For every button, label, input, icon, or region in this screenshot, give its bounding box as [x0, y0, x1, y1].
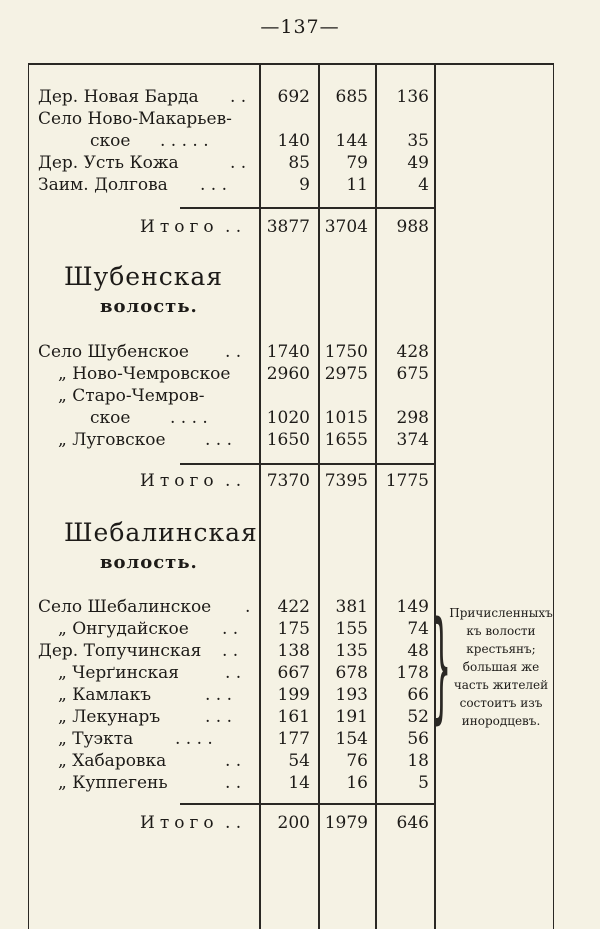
value-col-1: 175: [277, 619, 310, 639]
total-col-2: 7395: [324, 471, 368, 491]
table-top-rule: [28, 63, 554, 65]
value-col-2: 685: [335, 87, 368, 107]
value-col-3: 149: [396, 597, 429, 617]
value-col-1: 161: [277, 707, 310, 727]
note-line: инородцевъ.: [461, 714, 541, 728]
value-col-2: 1655: [324, 430, 368, 450]
value-col-1: 667: [277, 663, 310, 683]
value-col-2: 191: [335, 707, 368, 727]
leader-dots: . . .: [205, 707, 233, 727]
village-name: „ Луговское: [58, 430, 166, 450]
table-row: [0, 750, 600, 772]
table-row: [0, 429, 600, 451]
leader-dots: .: [245, 597, 251, 617]
value-col-2: 154: [335, 729, 368, 749]
value-col-1: 140: [277, 131, 310, 151]
total-col-3: 1775: [385, 471, 429, 491]
separator-2: [180, 463, 436, 465]
table-row: [0, 363, 600, 385]
value-col-2: 193: [335, 685, 368, 705]
page-number: —137—: [260, 16, 340, 38]
village-name: „ Старо-Чемров-: [58, 386, 205, 406]
section-subheading: волость.: [100, 296, 198, 317]
value-col-1: 2960: [266, 364, 310, 384]
value-col-2: 135: [335, 641, 368, 661]
value-col-1: 692: [277, 87, 310, 107]
value-col-3: 52: [407, 707, 429, 727]
leader-dots: . .: [222, 641, 239, 661]
note-line: крестьянъ;: [466, 642, 536, 656]
village-name: „ Куппегень: [58, 773, 168, 793]
section-heading: Шебалинская: [64, 518, 258, 547]
table-row: [0, 152, 600, 174]
table-row: [0, 108, 600, 130]
value-col-3: 428: [396, 342, 429, 362]
total-col-1: 200: [277, 813, 310, 833]
village-name: Село Ново-Макарьев-: [38, 109, 232, 129]
village-name: „ Черґинская: [58, 663, 179, 683]
leader-dots: . .: [230, 153, 247, 173]
leader-dots: . .: [225, 663, 242, 683]
value-col-2: 381: [335, 597, 368, 617]
leader-dots: . .: [225, 471, 242, 491]
leader-dots: . . .: [200, 175, 228, 195]
value-col-3: 56: [407, 729, 429, 749]
value-col-1: 14: [288, 773, 310, 793]
value-col-3: 298: [396, 408, 429, 428]
note-line: большая же: [462, 660, 540, 674]
section-heading: Шубенская: [64, 262, 224, 291]
value-col-3: 136: [396, 87, 429, 107]
value-col-3: 74: [407, 619, 429, 639]
value-col-2: 144: [335, 131, 368, 151]
table-row: [0, 772, 600, 794]
village-name: Село Шебалинское: [38, 597, 212, 617]
village-name: „ Туэкта: [58, 729, 134, 749]
note-line: часть жителей: [453, 678, 549, 692]
total-label: Итого: [140, 471, 219, 491]
leader-dots: . .: [225, 751, 242, 771]
value-col-3: 18: [407, 751, 429, 771]
value-col-1: 54: [288, 751, 310, 771]
total-col-1: 3877: [266, 217, 310, 237]
value-col-2: 16: [346, 773, 368, 793]
total-col-1: 7370: [266, 471, 310, 491]
value-col-2: 155: [335, 619, 368, 639]
value-col-3: 66: [407, 685, 429, 705]
value-col-1: 9: [299, 175, 310, 195]
section-subheading: волость.: [100, 552, 198, 573]
value-col-2: 1015: [324, 408, 368, 428]
value-col-3: 5: [418, 773, 429, 793]
side-note: [446, 604, 556, 730]
total-col-3: 988: [396, 217, 429, 237]
total-label: Итого: [140, 217, 219, 237]
leader-dots: . . . . .: [160, 131, 209, 151]
separator-1: [180, 207, 436, 209]
table-row: [0, 728, 600, 750]
value-col-2: 79: [346, 153, 368, 173]
village-name: Дер. Усть Кожа: [38, 153, 179, 173]
value-col-2: 11: [346, 175, 368, 195]
value-col-1: 199: [277, 685, 310, 705]
value-col-1: 138: [277, 641, 310, 661]
village-name: Заим. Долгова: [38, 175, 168, 195]
value-col-3: 48: [407, 641, 429, 661]
value-col-2: 76: [346, 751, 368, 771]
value-col-2: 678: [335, 663, 368, 683]
leader-dots: . .: [225, 342, 242, 362]
curly-brace-icon: }: [432, 597, 452, 736]
leader-dots: . .: [230, 87, 247, 107]
village-name: Дер. Топучинская: [38, 641, 202, 661]
value-col-1: 1020: [266, 408, 310, 428]
village-name: „ Онгудайское: [58, 619, 189, 639]
value-col-2: 2975: [324, 364, 368, 384]
table-row: [0, 385, 600, 407]
table-row: [0, 174, 600, 196]
value-col-3: 178: [396, 663, 429, 683]
table-row: [0, 407, 600, 429]
leader-dots: . . .: [205, 685, 233, 705]
note-line: состоитъ изъ: [459, 696, 543, 710]
total-col-2: 1979: [324, 813, 368, 833]
total-row: [0, 216, 600, 238]
table-row: [0, 341, 600, 363]
value-col-1: 1650: [266, 430, 310, 450]
village-name: „ Ново-Чемровское: [58, 364, 231, 384]
village-name: ское: [90, 131, 131, 151]
leader-dots: . . .: [205, 430, 233, 450]
value-col-2: 1750: [324, 342, 368, 362]
village-name: ское: [90, 408, 131, 428]
value-col-1: 177: [277, 729, 310, 749]
leader-dots: . . . .: [170, 408, 208, 428]
village-name: „ Лекунаръ: [58, 707, 161, 727]
note-line: Причисленныхъ: [449, 606, 553, 620]
leader-dots: . .: [222, 619, 239, 639]
total-label: Итого: [140, 813, 219, 833]
village-name: „ Хабаровка: [58, 751, 167, 771]
leader-dots: . .: [225, 217, 242, 237]
table-row: [0, 86, 600, 108]
note-line: къ волости: [466, 624, 536, 638]
table-row: [0, 130, 600, 152]
value-col-1: 422: [277, 597, 310, 617]
leader-dots: . .: [225, 813, 242, 833]
leader-dots: . . . .: [175, 729, 213, 749]
separator-3: [180, 803, 436, 805]
value-col-3: 4: [418, 175, 429, 195]
value-col-3: 49: [407, 153, 429, 173]
value-col-1: 1740: [266, 342, 310, 362]
value-col-3: 35: [407, 131, 429, 151]
village-name: „ Камлакъ: [58, 685, 152, 705]
total-col-2: 3704: [324, 217, 368, 237]
value-col-1: 85: [288, 153, 310, 173]
total-col-3: 646: [396, 813, 429, 833]
value-col-3: 374: [396, 430, 429, 450]
total-row: [0, 812, 600, 834]
total-row: [0, 470, 600, 492]
leader-dots: . .: [225, 773, 242, 793]
village-name: Село Шубенское: [38, 342, 189, 362]
village-name: Дер. Новая Барда: [38, 87, 199, 107]
value-col-3: 675: [396, 364, 429, 384]
